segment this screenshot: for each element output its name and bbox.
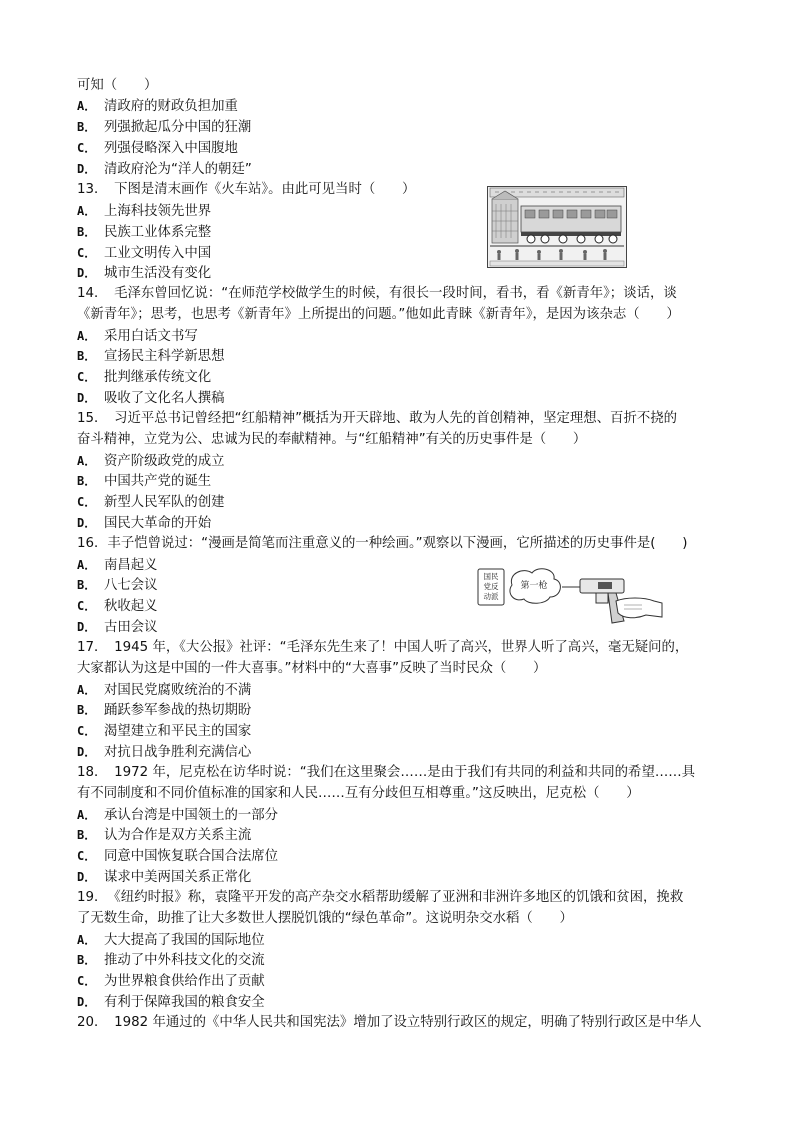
q18-stem-line1: 18． 1972 年，尼克松在访华时说：“我们在这里聚会……是由于我们有共同的利益和共同的希望……具	[77, 765, 696, 780]
q18-option-d[interactable]: D． 谋求中美两国关系正常化	[77, 870, 252, 885]
q16-stem: 16．丰子恺曾说过：“漫画是简笔而注重意义的一种绘画。”观察以下漫画，它所描述的历史事件是( )	[77, 536, 688, 551]
q15-option-a[interactable]: A． 资产阶级政党的成立	[77, 454, 225, 469]
q18-stem-line2: 有不同制度和不同价值标准的国家和人民……互有分歧但互相尊重。”这反映出，尼克松（ ）	[77, 786, 640, 801]
q17-option-c[interactable]: C． 渴望建立和平民主的国家	[77, 724, 252, 739]
q14-option-a[interactable]: A． 采用白话文书写	[77, 329, 198, 344]
q17-stem-line1: 17． 1945 年，《大公报》社评：“毛泽东先生来了！中国人听了高兴，世界人听了高兴，毫无疑问的，	[77, 640, 689, 655]
cartoon-label-kmt-3: 动派	[483, 592, 499, 601]
q17-option-b[interactable]: B． 踊跃参军参战的热切期盼	[77, 703, 252, 718]
q13-option-d[interactable]: D． 城市生活没有变化	[77, 266, 212, 281]
cartoon-label-kmt-2: 党反	[483, 582, 499, 591]
q16-option-a[interactable]: A． 南昌起义	[77, 558, 158, 573]
q14-option-c[interactable]: C． 批判继承传统文化	[77, 370, 212, 385]
q15-stem-line1: 15． 习近平总书记曾经把“红船精神”概括为开天辟地、敢为人先的首创精神，坚定理想、百折不挠的	[77, 411, 678, 426]
q17-option-a[interactable]: A． 对国民党腐败统治的不满	[77, 683, 252, 698]
q14-stem-line2: 《新青年》；思考，也思考《新青年》上所提出的问题。”他如此青睐《新青年》，是因为该杂志（ ）	[77, 307, 680, 322]
q19-stem-line1: 19． 《纽约时报》称，袁隆平开发的高产杂交水稻帮助缓解了亚洲和非洲许多地区的饥饿和贫困，挽救	[77, 890, 684, 905]
q12-option-b[interactable]: B． 列强掀起瓜分中国的狂潮	[77, 120, 252, 135]
q18-option-a[interactable]: A． 承认台湾是中国领土的一部分	[77, 808, 279, 823]
cartoon-bubble-text: 第一枪	[520, 581, 548, 591]
cartoon-label-kmt-1: 国民	[483, 572, 499, 581]
q15-stem-line2: 奋斗精神，立党为公、忠诚为民的奉献精神。与“红船精神”有关的历史事件是（ ）	[77, 432, 587, 447]
q15-option-d[interactable]: D． 国民大革命的开始	[77, 516, 212, 531]
q19-option-a[interactable]: A． 大大提高了我国的国际地位	[77, 933, 265, 948]
q16-option-c[interactable]: C． 秋收起义	[77, 599, 158, 614]
q13-option-a[interactable]: A． 上海科技领先世界	[77, 204, 212, 219]
q12-option-d[interactable]: D． 清政府沦为“洋人的朝廷”	[77, 162, 252, 177]
q15-option-c[interactable]: C． 新型人民军队的创建	[77, 495, 225, 510]
q19-option-d[interactable]: D． 有利于保障我国的粮食安全	[77, 995, 265, 1010]
q12-option-c[interactable]: C． 列强侵略深入中国腹地	[77, 141, 238, 156]
q15-option-b[interactable]: B． 中国共产党的诞生	[77, 474, 212, 489]
first-shot-cartoon	[476, 563, 666, 631]
train-station-painting	[487, 186, 627, 268]
q12-stem-tail: 可知（ ）	[77, 78, 158, 93]
q18-option-b[interactable]: B． 认为合作是双方关系主流	[77, 828, 252, 843]
q14-stem-line1: 14． 毛泽东曾回忆说：“在师范学校做学生的时候，有很长一段时间，看书，看《新青年》；谈话，谈	[77, 286, 677, 301]
q19-option-c[interactable]: C． 为世界粮食供给作出了贡献	[77, 974, 265, 989]
q18-option-c[interactable]: C． 同意中国恢复联合国合法席位	[77, 849, 279, 864]
q17-option-d[interactable]: D． 对抗日战争胜利充满信心	[77, 745, 252, 760]
q19-option-b[interactable]: B． 推动了中外科技文化的交流	[77, 953, 265, 968]
q12-option-a[interactable]: A． 清政府的财政负担加重	[77, 99, 238, 114]
q16-option-d[interactable]: D． 古田会议	[77, 620, 158, 635]
q14-option-d[interactable]: D． 吸收了文化名人撰稿	[77, 391, 225, 406]
q13-option-c[interactable]: C． 工业文明传入中国	[77, 246, 212, 261]
q14-option-b[interactable]: B． 宣扬民主科学新思想	[77, 349, 225, 364]
q20-stem-line1: 20． 1982 年通过的《中华人民共和国宪法》增加了设立特别行政区的规定，明确了特别行政区是中华人	[77, 1015, 702, 1030]
q16-option-b[interactable]: B． 八七会议	[77, 578, 158, 593]
q17-stem-line2: 大家都认为这是中国的一件大喜事。”材料中的“大喜事”反映了当时民众（ ）	[77, 661, 547, 676]
q13-option-b[interactable]: B． 民族工业体系完整	[77, 225, 212, 240]
q19-stem-line2: 了无数生命，助推了让大多数世人摆脱饥饿的“绿色革命”。这说明杂交水稻（ ）	[77, 911, 573, 926]
q13-stem: 13． 下图是清末画作《火车站》。由此可见当时（ ）	[77, 182, 416, 197]
